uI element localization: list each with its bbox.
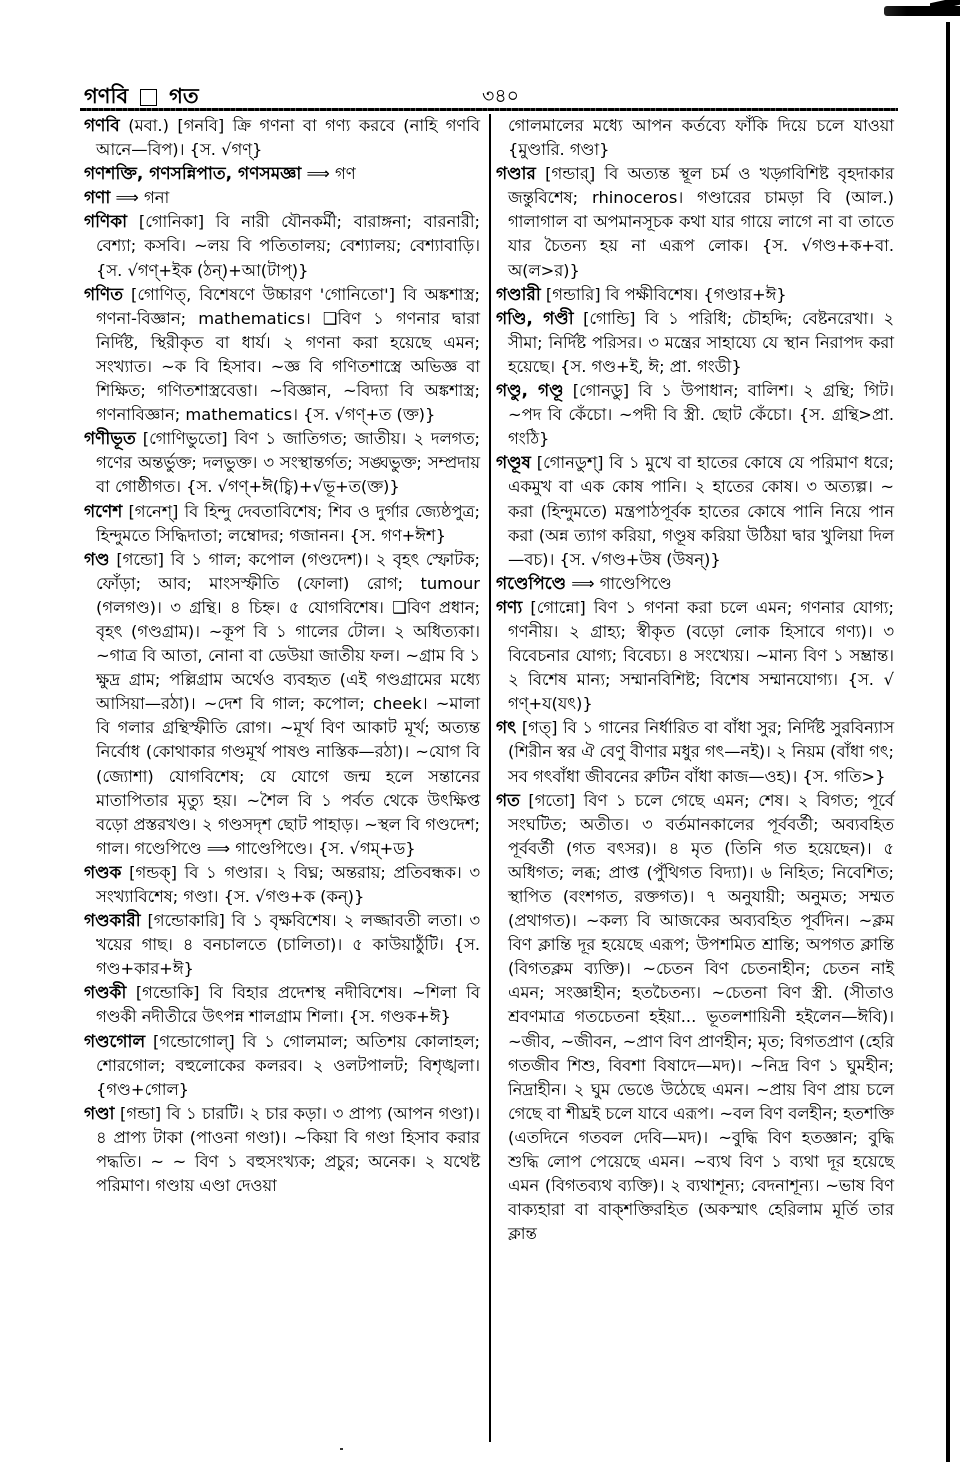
entry-definition: [গোনডু] বি ১ উপাধান; বালিশ। ২ গ্রন্থি; গিট। ~পদ বি কেঁচো। ~পদী বি স্ত্রী. ছোট কেঁচো। {স. গ্রন্থি>প্রা. গংঠি}: [508, 381, 894, 449]
entry-headword: গণ্ডি, গণ্ডী: [496, 308, 574, 329]
entry-headword: গত: [496, 790, 520, 811]
dictionary-entry: [84, 186, 480, 210]
dictionary-entry: [84, 427, 480, 499]
entry-definition: [গোণিত্, বিশেষণে উচ্চারণ 'গোনিতো'] বি অঙ্কশাস্ত্র; গণনা-বিজ্ঞান; mathematics। ❑বিণ ১ গণনার দ্বারা নির্দিষ্ট, স্থিরীকৃত বা ধার্য। ২ গণনা করা হয়েছে এমন; সংখ্যাত। ~ক বি হিসাব। ~জ্ঞ বি গণিতশাস্ত্রে অভিজ্ঞ বা শিক্ষিত; গণিতশাস্ত্রবেত্তা। ~বিজ্ঞান, ~বিদ্যা বি অঙ্কশাস্ত্র; গণনাবিজ্ঞান; mathematics। {স. √গণ্+ত (ক্ত)}: [96, 284, 480, 425]
entry-headword: গণ্ড: [84, 549, 110, 570]
dictionary-entry: [496, 379, 894, 451]
dictionary-entry: [496, 162, 894, 282]
entry-definition: [গোন্ডি] বি ১ পরিধি; চৌহদ্দি; বেষ্টনরেখা। ২ সীমা; নির্দিষ্ট পরিসর। ৩ মন্ত্রের সাহায্যে যে স্থান নিরাপদ করা হয়েছে। {স. গণ্ড+ই, ঈ; প্রা. গংডী}: [508, 308, 894, 376]
entry-definition: [গোণিভুতো] বিণ ১ জাতিগত; জাতীয়। ২ দলগত; গণের অন্তর্ভুক্ত; দলভুক্ত। ৩ সংস্থান্তর্গত; সঙ্ঘভুক্ত; সম্প্রদায় বা গোষ্ঠীগত। {স. √গণ্+ঈ(চ্বি)+√ভূ+ত(ক্ত)}: [96, 429, 480, 497]
dictionary-entry: [84, 162, 480, 186]
entry-definition: [গনেশ্] বি হিন্দু দেবতাবিশেষ; শিব ও দুর্গার জ্যেষ্ঠপুত্র; হিন্দুমতে সিদ্ধিদাতা; লম্বোদর; গজানন। {স. গণ+ঈশ}: [96, 501, 480, 545]
scan-speck: [340, 1448, 343, 1450]
entry-headword: গণশক্তি, গণসন্নিপাত, গণসমজ্ঞা: [84, 164, 302, 185]
right-column: [496, 114, 894, 1246]
entry-definition: [গতো] বিণ ১ চলে গেছে এমন; শেষ। ২ বিগত; পূর্বে সংঘটিত; অতীত। ৩ বর্তমানকালের পূর্ববর্তী; অব্যবহিত পূর্ববর্তী (গত বৎসর)। ৪ মৃত (তিনি গত হয়েছেন)। ৫ অধিগত; লব্ধ; প্রাপ্ত (পুঁথিগত বিদ্যা)। ৬ নিহিত; নিবেশিত; স্থাপিত (বংশগত, রক্তগত)। ৭ অনুযায়ী; অনুমত; সম্মত (প্রথাগত)। ~কল্য বি আজকের অব্যবহিত পূর্বদিন। ~ক্লম বিণ ক্লান্তি দূর হয়েছে এরূপ; উপশমিত শ্রান্তি; অপগত ক্লান্তি (বিগতক্লম ব্যক্তি)। ~চেতন বিণ চেতনাহীন; চেতন নাই এমন; সংজ্ঞাহীন; হতচৈতন্য। ~চেতনা বিণ স্ত্রী. (সীতাও শ্রবণমাত্র গতচেতনা হইয়া... ভূতলশায়িনী হইলেন—ঈবি)। ~জীব, ~জীবন, ~প্রাণ বিণ প্রাণহীন; মৃত; বিগতপ্রাণ (হেরি গতজীব শিশু, বিবশা বিষাদে—মদ)। ~নিদ্র বিণ ১ ঘুমহীন; নিদ্রাহীন। ২ ঘুম ভেঙে উঠেছে এমন। ~প্রায় বিণ প্রায় চলে গেছে বা শীঘ্রই চলে যাবে এরূপ। ~বল বিণ বলহীন; হতশক্তি (এতদিনে গতবল দেবি—মদ)। ~বুদ্ধি বিণ হতজ্ঞান; বুদ্ধি শুদ্ধি লোপ পেয়েছে এমন। ~ব্যথ বিণ ১ ব্যথা দূর হয়েছে এমন (বিগতব্যথ ব্যক্তি)। ২ ব্যথাশূন্য; বেদনাশূন্য। ~ভাষ বিণ বাক্যহারা বা বাক্শক্তিরহিত (অকস্মাৎ হেরিলাম মূর্তি তার ক্লান্ত: [508, 790, 894, 1244]
entry-headword: গণ্ডু, গণ্ডূ: [496, 381, 564, 402]
entry-definition: ⟹ গাণ্ডেপিণ্ডে: [566, 573, 672, 593]
entry-definition: [গন্ডার্] বি অত্যন্ত স্থূল চর্ম ও খড়্গবিশিষ্ট বৃহদাকার জন্তুবিশেষ; rhinoceros। গণ্ডারের চামড়া বি (আল.) গালাগাল বা অপমানসূচক কথা যার গায়ে লাগে না বা তাতে যার চৈতন্য হয় না এরূপ লোক। {স. √গণ্ড+ক+বা. অ(ল>র)}: [508, 164, 894, 280]
guide-word-last: গত: [169, 84, 199, 108]
dictionary-entry: [496, 451, 894, 571]
dictionary-entry: [84, 909, 480, 981]
entry-headword: গণ্ডকী: [84, 983, 127, 1004]
entry-definition: [গন্ডা] বি ১ চারটি। ২ চার কড়া। ৩ প্রাপ্য (আপন গণ্ডা)। ৪ প্রাপ্য টাকা (পাওনা গণ্ডা)। ~কিয়া বি গণ্ডা হিসাব করার পদ্ধতি। ~ ~ বিণ ১ বহুসংখ্যক; প্রচুর; অনেক। ২ যথেষ্ট পরিমাণ। গণ্ডায় এণ্ডা দেওয়া: [96, 1103, 480, 1196]
entry-headword: গণা: [84, 188, 111, 209]
column-divider: [489, 114, 491, 1442]
entry-headword: গণ্ডূষ: [496, 453, 531, 474]
dictionary-entry: [496, 283, 894, 307]
dictionary-entry: [496, 114, 894, 162]
dictionary-entry: [496, 596, 894, 716]
square-box-icon: [140, 89, 157, 106]
dictionary-entry: [84, 114, 480, 162]
entry-definition: [গন্ডোকি] বি বিহার প্রদেশস্থ নদীবিশেষ। ~শিলা বি গণ্ডকী নদীতীরে উৎপন্ন শালগ্রাম শিলা। {স. গণ্ডক+ঈ}: [96, 983, 480, 1027]
entry-headword: গণ্ডেপিণ্ডে: [496, 573, 567, 594]
entry-definition: [গোনডুশ্] বি ১ মুখে বা হাতের কোষে যে পরিমাণ ধরে; একমুখ বা এক কোষ পানি। ২ হাতের কোষ। ৩ অত্যল্প। ~ করা (হিন্দুমতে) মন্ত্রপাঠপূর্বক হাতের কোষে পানি নিয়ে পান করা (অন্ন ত্যাগ করিয়া, গণ্ডূষ করিয়া উঠিয়া দ্বার খুলিয়া দিল—বচ)। {স. √গণ্ড+উষ (উষন্)}: [508, 453, 894, 569]
dictionary-entry: [84, 500, 480, 548]
dictionary-entry: [84, 283, 480, 428]
dictionary-entry: [84, 861, 480, 909]
entry-headword: গৎ: [496, 718, 517, 739]
entry-definition: [গন্ডোকারি] বি ১ বৃক্ষবিশেষ। ২ লজ্জাবতী লতা। ৩ খয়ের গাছ। ৪ বনচালতে (চালিতা)। ৫ কাউয়াঠুঁটি। {স. গণ্ড+কার+ঈ}: [96, 911, 480, 979]
entry-definition: গোলমালের মধ্যে আপন কর্তব্যে ফাঁকি দিয়ে চলে যাওয়া {মুণ্ডারি. গণ্ডা}: [508, 116, 894, 160]
guide-word-first: গণবি: [84, 84, 129, 108]
entry-definition: (মবা.) [গনবি] ক্রি গণনা বা গণ্য করবে (নাহি গণবি আনে—বিপ)। {স. √গণ্}: [96, 116, 480, 160]
entry-definition: ⟹ গনা: [110, 188, 170, 208]
scan-artifact-mark: [884, 6, 960, 16]
entry-headword: গণিত: [84, 284, 124, 305]
dictionary-entry: [496, 789, 894, 1247]
entry-headword: গণীভূত: [84, 429, 136, 450]
header-rule: [80, 108, 898, 111]
entry-definition: [গোনিকা] বি নারী যৌনকর্মী; বারাঙ্গনা; বারনারী; বেশ্যা; কসবি। ~লয় বি পতিতালয়; বেশ্যালয়; বেশ্যাবাড়ি। {স. √গণ্+ইক (ঠন্)+আ(টাপ্)}: [96, 212, 480, 280]
entry-definition: [গন্ডারি] বি পক্ষীবিশেষ। {গণ্ডার+ঈ}: [540, 284, 787, 304]
entry-definition: [গোন্নো] বিণ ১ গণনা করা চলে এমন; গণনার যোগ্য; গণনীয়। ২ গ্রাহ্য; স্বীকৃত (বড়ো লোক হিসাবে গণ্য)। ৩ বিবেচনার যোগ্য; বিবেচ্য। ৪ সংখ্যেয়। ~মান্য বিণ ১ সম্ভ্রান্ত। ২ বিশেষ মান্য; সম্মানবিশিষ্ট; বিশেষ সম্মানযোগ্য। {স. √ গণ্+য(যৎ)}: [508, 597, 894, 714]
entry-definition: [গন্ডো] বি ১ গাল; কপোল (গণ্ডদেশ)। ২ বৃহৎ স্ফোটক; ফোঁড়া; আব; মাংসস্ফীতি (ফোলা) রোগ; tumour (গলগণ্ড)। ৩ গ্রন্থি। ৪ চিহ্ন। ৫ যোগবিশেষ। ❑বিণ প্রধান; বৃহৎ (গণ্ডগ্রাম)। ~কূপ বি ১ গালের টোল। ২ অধিত্যকা। ~গাত্র বি আতা, নোনা বা ডেউয়া জাতীয় ফল। ~গ্রাম বি ১ ক্ষুদ্র গ্রাম; পল্লিগ্রাম অর্থেও ব্যবহৃত (এই গণ্ডগ্রামের মধ্যে আসিয়া—রঠা)। ~দেশ বি গাল; কপোল; cheek। ~মালা বি গলার গ্রন্থিস্ফীতি রোগ। ~মূর্খ বিণ আকাট মূর্খ; অত্যন্ত নির্বোধ (কোথাকার গণ্ডমূর্খ পাষণ্ড নাস্তিক—রঠা)। ~যোগ বি (জ্যোশা) যোগবিশেষ; যে যোগে জন্ম হলে সন্তানের মাতাপিতার মৃত্যু হয়। ~শৈল বি ১ পর্বত থেকে উৎক্ষিপ্ত বড়ো প্রস্তরখণ্ড। ২ গণ্ডসদৃশ ছোট পাহাড়। ~স্থল বি গণ্ডদেশ; গাল। গণ্ডেপিণ্ডে ⟹ গাণ্ডেপিণ্ডে। {স. √গম্+ড}: [96, 549, 480, 858]
dictionary-entry: [84, 981, 480, 1029]
running-header: [78, 78, 898, 110]
page-edge-shadow: [946, 22, 950, 1462]
entry-definition: ⟹ গণ: [301, 164, 356, 184]
dictionary-entry: [496, 572, 894, 596]
page-number: ৩৪০: [482, 85, 520, 107]
entry-headword: গণ্ডগোল: [84, 1031, 146, 1052]
dictionary-entry: [84, 1030, 480, 1102]
entry-definition: [গন্ডক্] বি ১ গণ্ডার। ২ বিঘ্ন; অন্তরায়; প্রতিবন্ধক। ৩ সংখ্যাবিশেষ; গণ্ডা। {স. √গণ্ড+ক (কন্)}: [96, 862, 480, 906]
entry-headword: গণবি: [84, 116, 120, 136]
dictionary-entry: [496, 307, 894, 379]
dictionary-entry: [84, 1102, 480, 1198]
entry-headword: গণ্য: [496, 597, 523, 618]
entry-headword: গণ্ডার: [496, 164, 536, 185]
entry-headword: গণিকা: [84, 212, 128, 233]
entry-headword: গণেশ: [84, 501, 123, 522]
entry-headword: গণ্ডকারী: [84, 911, 141, 932]
dictionary-entry: [496, 716, 894, 788]
entry-headword: গণ্ডারী: [496, 284, 541, 305]
dictionary-entry: [84, 210, 480, 282]
dictionary-entry: [84, 548, 480, 861]
left-column: [84, 114, 480, 1198]
entry-definition: [গন্ডোগোল্] বি ১ গোলমাল; অতিশয় কোলাহল; শোরগোল; বহুলোকের কলরব। ২ ওলটপালট; বিশৃঙ্খলা। {গণ্ড+গোল}: [96, 1031, 480, 1099]
entry-headword: গণ্ডা: [84, 1103, 115, 1124]
entry-definition: [গত্] বি ১ গানের নির্ধারিত বা বাঁধা সুর; নির্দিষ্ট সুরবিন্যাস (শিরীন স্বর ঐ বেণু বীণার মধুর গৎ—নই)। ২ নিয়ম (বাঁধা গৎ; সব গৎবাঁধা জীবনের রুটিন বাঁধা কাজ—ওহ)। {স. গতি>}: [508, 718, 894, 786]
entry-headword: গণ্ডক: [84, 862, 122, 883]
